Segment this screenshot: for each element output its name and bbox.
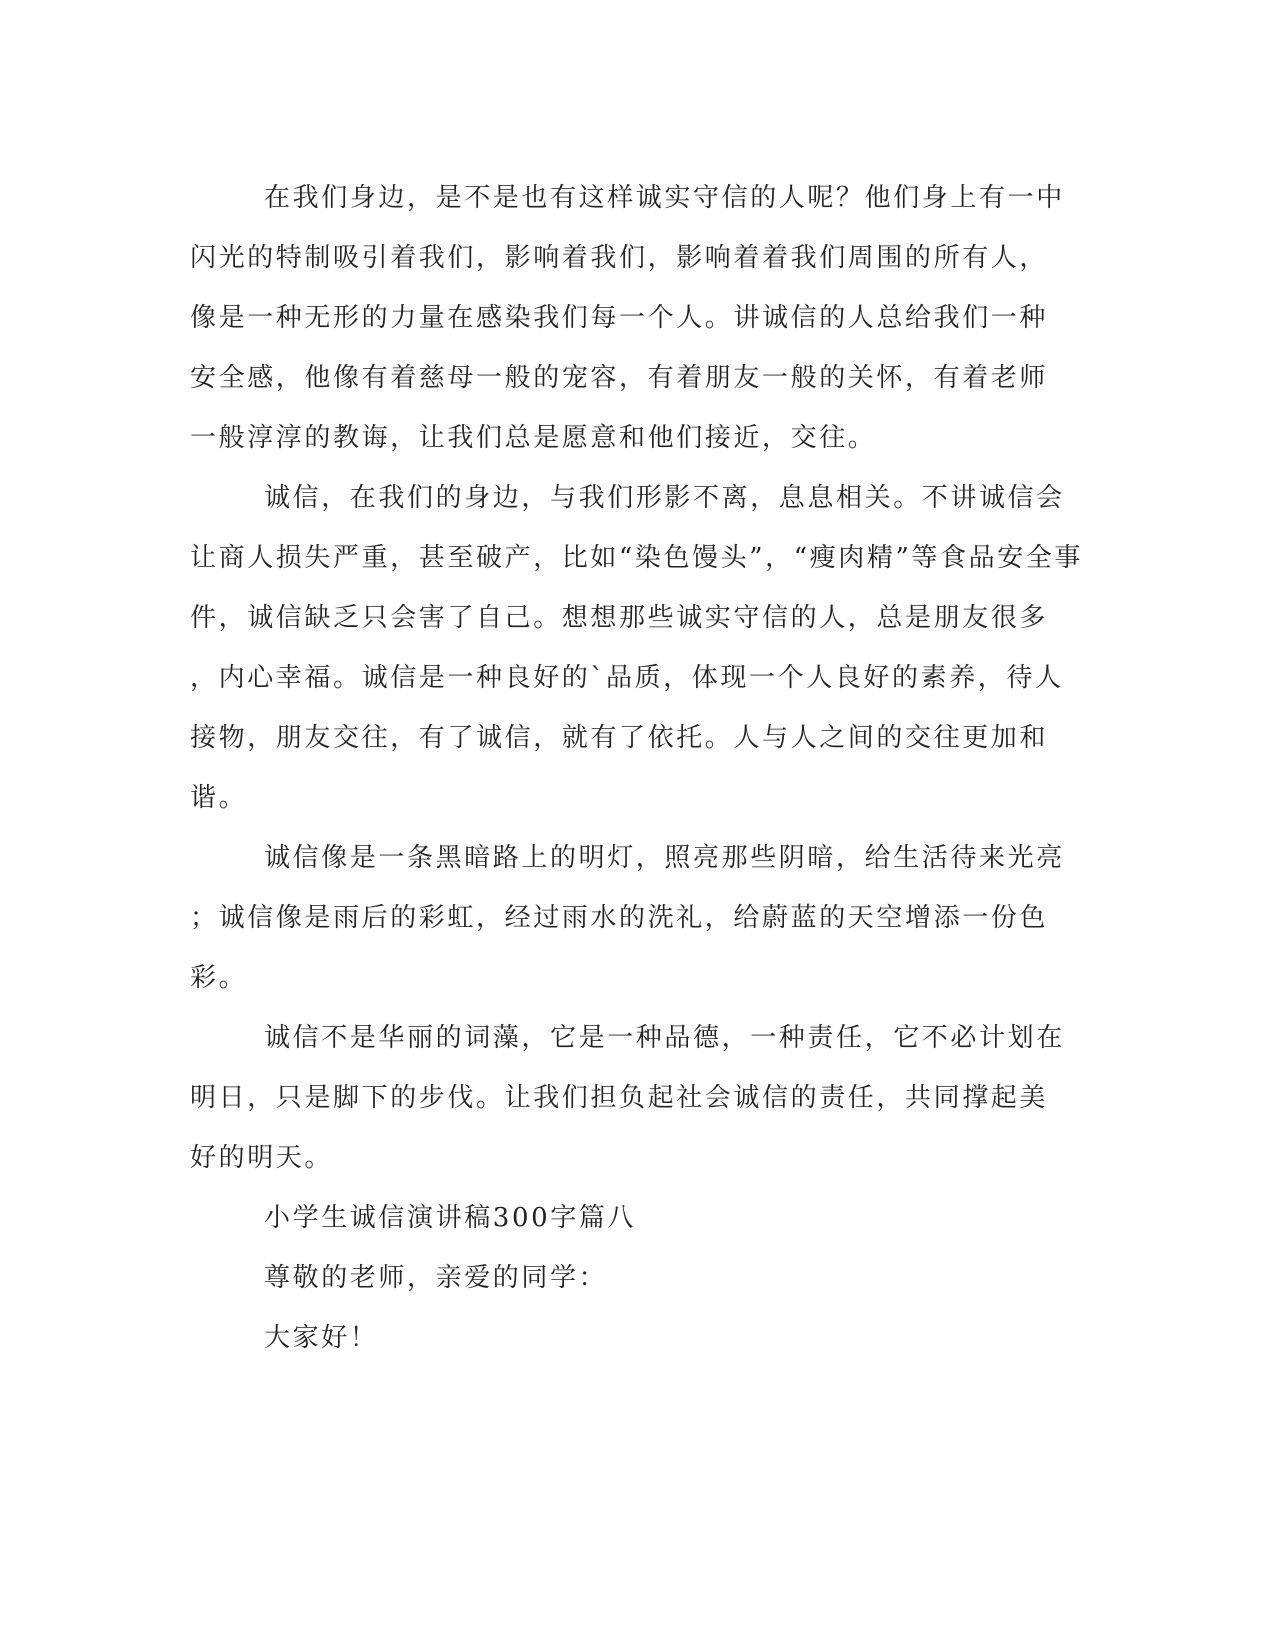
text-line: 接物，朋友交往，有了诚信，就有了依托。人与人之间的交往更加和	[190, 723, 1049, 753]
paragraph-2	[190, 468, 1085, 828]
greeting	[190, 1308, 1085, 1368]
text-line: 在我们身边，是不是也有这样诚实守信的人呢？他们身上有一中	[264, 183, 1065, 213]
paragraph-4	[190, 1008, 1085, 1188]
text-line: 让商人损失严重，甚至破产，比如“染色馒头”，“瘦肉精”等食品安全事	[190, 543, 1083, 573]
text-line: 彩。	[190, 963, 248, 993]
text-line: ；诚信像是雨后的彩虹，经过雨水的洗礼，给蔚蓝的天空增添一份色	[190, 903, 1049, 933]
text-line: ，内心幸福。诚信是一种良好的`品质，体现一个人良好的素养，待人	[190, 663, 1064, 693]
section-heading	[190, 1188, 1085, 1248]
greeting-text: 大家好！	[264, 1323, 379, 1353]
text-line: 闪光的特制吸引着我们，影响着我们，影响着着我们周围的所有人，	[190, 243, 1049, 273]
salutation	[190, 1248, 1085, 1308]
text-line: 一般淳淳的教诲，让我们总是愿意和他们接近，交往。	[190, 423, 877, 453]
text-line: 诚信不是华丽的词藻，它是一种品德，一种责任，它不必计划在	[264, 1023, 1065, 1053]
text-line: 像是一种无形的力量在感染我们每一个人。讲诚信的人总给我们一种	[190, 303, 1049, 333]
text-line: 谐。	[190, 783, 248, 813]
text-line: 好的明天。	[190, 1143, 334, 1173]
text-line: 安全感，他像有着慈母一般的宠容，有着朋友一般的关怀，有着老师	[190, 363, 1049, 393]
paragraph-1	[190, 168, 1085, 468]
heading-text: 小学生诚信演讲稿300字篇八	[264, 1203, 637, 1233]
paragraph-3	[190, 828, 1085, 1008]
text-line: 件，诚信缺乏只会害了自己。想想那些诚实守信的人，总是朋友很多	[190, 603, 1049, 633]
document-body	[190, 168, 1085, 1368]
text-line: 明日，只是脚下的步伐。让我们担负起社会诚信的责任，共同撑起美	[190, 1083, 1049, 1113]
text-line: 诚信像是一条黑暗路上的明灯，照亮那些阴暗，给生活待来光亮	[264, 843, 1065, 873]
salutation-text: 尊敬的老师，亲爱的同学：	[264, 1263, 608, 1293]
text-line: 诚信，在我们的身边，与我们形影不离，息息相关。不讲诚信会	[264, 483, 1065, 513]
